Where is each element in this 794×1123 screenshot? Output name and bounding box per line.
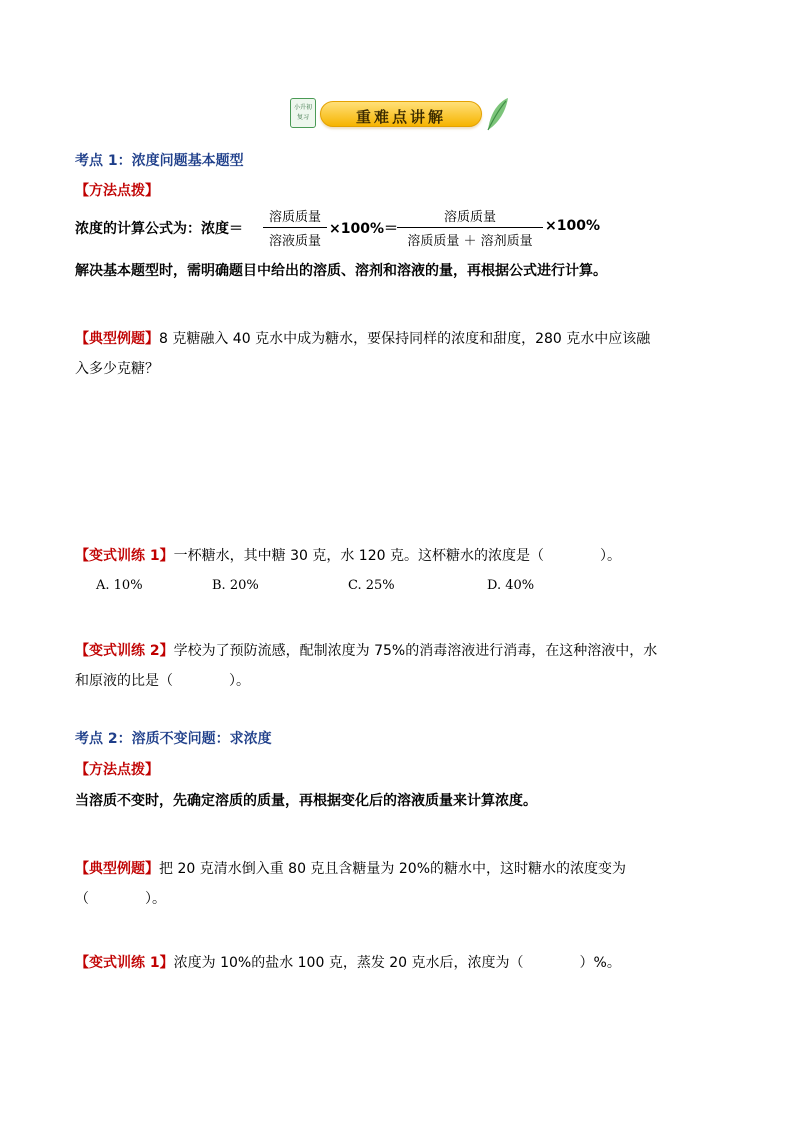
- section2-example-line1: [75, 858, 626, 878]
- train1b-text: 浓度为 10%的盐水 100 克，蒸发 20 克水后，浓度为（ ）%。: [173, 955, 621, 971]
- badge-line2: 复习: [296, 114, 309, 121]
- section1-example-line2: 入多少克糖？: [75, 361, 159, 377]
- section1-train1: [75, 545, 621, 565]
- leaf-icon: [484, 96, 510, 132]
- section1-train2-line1: [75, 640, 657, 660]
- fraction2-numerator: 溶质质量: [443, 210, 496, 225]
- section1-method-tag: 【方法点拨】: [75, 183, 159, 199]
- fraction2-denominator: 溶质质量 ＋ 溶剂质量: [397, 227, 543, 249]
- train2-tag: 【变式训练 2】: [75, 643, 174, 659]
- section1-method-text: 解决基本题型时，需明确题目中给出的溶质、溶剂和溶液的量，再根据公式进行计算。: [75, 263, 607, 279]
- section1-example-line1: [75, 328, 650, 348]
- train1-text: 一杯糖水，其中糖 30 克，水 120 克。这杯糖水的浓度是（ ）。: [173, 548, 621, 564]
- option-c: C. 25%: [348, 578, 395, 593]
- badge-line1: 小升初: [293, 104, 312, 111]
- formula-mid: ×100%＝: [329, 221, 398, 237]
- train1-tag: 【变式训练 1】: [75, 548, 174, 564]
- formula-fraction-1: [263, 206, 327, 249]
- example-tag: 【典型例题】: [75, 331, 159, 347]
- formula-lead: 浓度的计算公式为：浓度＝: [75, 221, 243, 237]
- example2-tag: 【典型例题】: [75, 861, 159, 877]
- option-d: D. 40%: [487, 578, 535, 593]
- section2-method-text: 当溶质不变时，先确定溶质的质量，再根据变化后的溶液质量来计算浓度。: [75, 793, 537, 809]
- banner-title: 重难点讲解: [355, 108, 446, 126]
- train1b-tag: 【变式训练 1】: [75, 955, 174, 971]
- fraction1-denominator: 溶液质量: [263, 227, 327, 249]
- section1-train2-line2: 和原液的比是（ ）。: [75, 673, 250, 689]
- section2-train1: [75, 952, 621, 972]
- header-banner: [286, 96, 512, 136]
- title-pill: [320, 101, 482, 127]
- option-a: A. 10%: [96, 578, 143, 593]
- section1-title: 考点 1：浓度问题基本题型: [75, 153, 244, 169]
- fraction1-numerator: 溶质质量: [268, 210, 321, 225]
- example2-text: 把 20 克清水倒入重 80 克且含糖量为 20%的糖水中，这时糖水的浓度变为: [159, 861, 626, 877]
- review-badge: [290, 98, 316, 128]
- section2-example-line2: （ ）。: [75, 891, 166, 907]
- example-text: 8 克糖融入 40 克水中成为糖水，要保持同样的浓度和甜度，280 克水中应该融: [159, 331, 651, 347]
- formula-tail: ×100%: [545, 218, 600, 234]
- option-b: B. 20%: [212, 578, 259, 593]
- section2-title: 考点 2：溶质不变问题：求浓度: [75, 731, 272, 747]
- section2-method-tag: 【方法点拨】: [75, 762, 159, 778]
- formula-fraction-2: [397, 206, 543, 249]
- train2-text: 学校为了预防流感，配制浓度为 75%的消毒溶液进行消毒，在这种溶液中，水: [173, 643, 658, 659]
